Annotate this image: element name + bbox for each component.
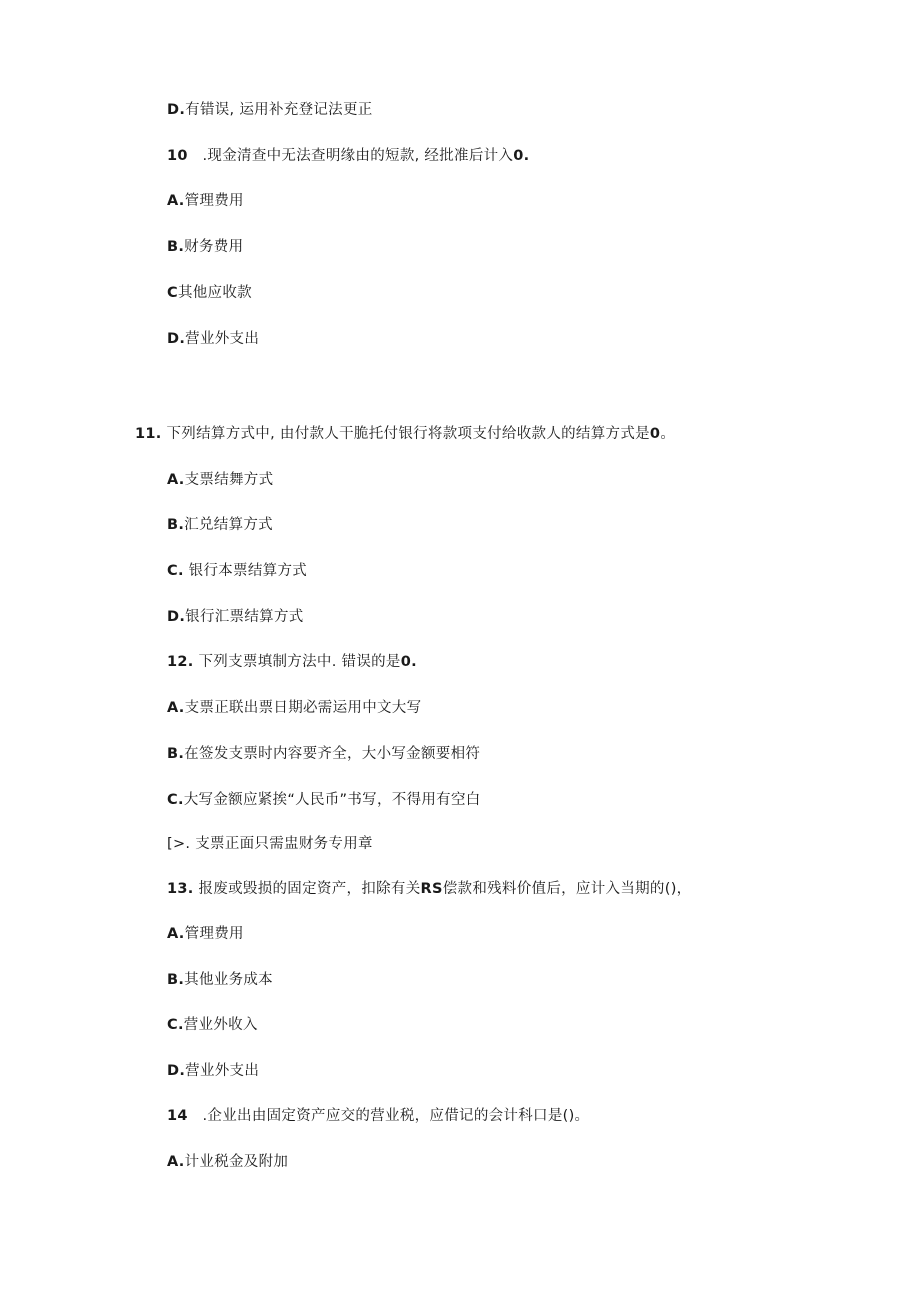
option-a-q11: A.支票结舞方式 bbox=[167, 472, 274, 488]
option-a-q12: A.支票正联出票日期必需运用中文大写 bbox=[167, 700, 422, 716]
question-14: 14 .企业出由固定资产应交的营业税，应借记的会计科口是()。 bbox=[167, 1108, 590, 1124]
question-10: 10 .现金清查中无法查明缘由的短款, 经批准后计入0. bbox=[167, 148, 530, 164]
option-a-q10: A.管理费用 bbox=[167, 193, 244, 209]
question-12: 12. 下列支票填制方法中. 错误的是0. bbox=[167, 654, 417, 670]
option-b-q13: B.其他业务成本 bbox=[167, 972, 273, 988]
option-c-q11: C. 银行本票结算方式 bbox=[167, 563, 308, 579]
option-d-q9: D.有错误, 运用补充登记法更正 bbox=[167, 102, 373, 118]
option-d-q11: D.银行汇票结算方式 bbox=[167, 609, 304, 625]
question-13: 13. 报废或毁损的固定资产，扣除有关RS偿款和残料价值后，应计入当期的()， bbox=[167, 881, 692, 897]
option-b-q11: B.汇兑结算方式 bbox=[167, 517, 273, 533]
option-b-q10: B.财务费用 bbox=[167, 239, 244, 255]
option-d-q13: D.营业外支出 bbox=[167, 1063, 260, 1079]
option-a-q14: A.计业税金及附加 bbox=[167, 1154, 289, 1170]
option-d-q12: [>. 支票正面只需盅财务专用章 bbox=[167, 836, 373, 852]
option-c-q13: C.营业外收入 bbox=[167, 1017, 258, 1033]
option-c-q10: C其他应收款 bbox=[167, 285, 252, 301]
question-11: 11. 下列结算方式中, 由付款人干脆托付银行将款项支付给收款人的结算方式是0。 bbox=[135, 426, 676, 442]
option-a-q13: A.管理费用 bbox=[167, 926, 244, 942]
option-b-q12: B.在签发支票时内容要齐全，大小写金额要相符 bbox=[167, 746, 481, 762]
option-d-q10: D.营业外支出 bbox=[167, 331, 260, 347]
option-c-q12: C.大写金额应紧挨“人民币”书写，不得用有空白 bbox=[167, 792, 481, 808]
